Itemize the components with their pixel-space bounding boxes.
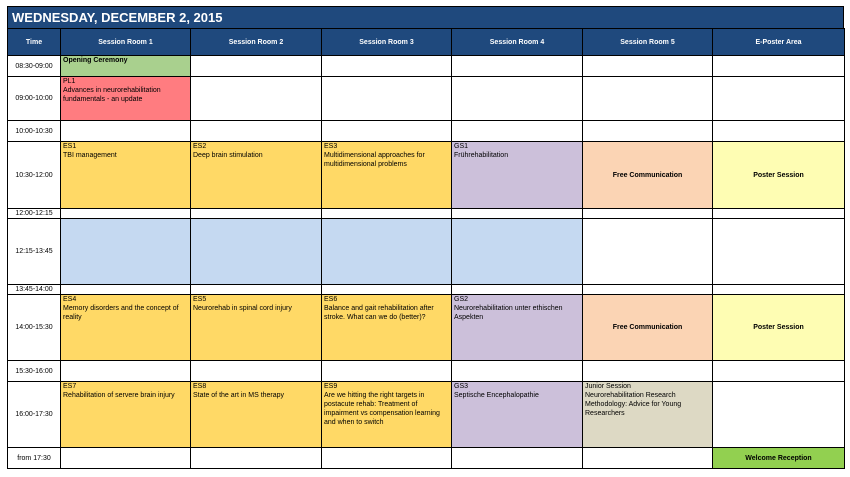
- empty-cell: [713, 56, 845, 77]
- empty-cell: [191, 285, 322, 295]
- session-title: Frührehabilitation: [454, 152, 509, 159]
- header-time: Time: [8, 29, 61, 56]
- time-cell: 10:30-12:00: [8, 142, 61, 209]
- session-code: ES6: [324, 296, 338, 303]
- empty-cell: [452, 209, 583, 219]
- session-code: ES2: [193, 143, 207, 150]
- session-code: ES3: [324, 143, 338, 150]
- time-cell: 12:00-12:15: [8, 209, 61, 219]
- lunch-cell: [191, 219, 322, 285]
- empty-cell: [583, 285, 713, 295]
- session-title: Are we hitting the right targets in postacute rehab: Treatment of impairment vs compensation learning and when to switch: [324, 392, 440, 426]
- session-title: Rehabilitation of servere brain injury: [63, 392, 175, 399]
- empty-cell: [191, 56, 322, 77]
- session-code: ES8: [193, 383, 207, 390]
- session-code: Junior Session: [585, 383, 631, 390]
- empty-cell: [583, 448, 713, 469]
- session-title: Neurorehabilitation unter ethischen Aspekten: [454, 305, 563, 321]
- session-title: Advances in neurorehabilitation fundamentals - an update: [63, 87, 161, 103]
- session-title: Septische Encephalopathie: [454, 392, 539, 399]
- empty-cell: [61, 209, 191, 219]
- time-cell: 16:00-17:30: [8, 382, 61, 448]
- session-code: ES4: [63, 296, 77, 303]
- session-es9: [322, 382, 452, 448]
- table-row: [8, 295, 845, 361]
- time-cell: 12:15-13:45: [8, 219, 61, 285]
- empty-cell: [583, 209, 713, 219]
- empty-cell: [713, 285, 845, 295]
- empty-cell: [452, 285, 583, 295]
- time-cell: 15:30-16:00: [8, 361, 61, 382]
- empty-cell: [322, 77, 452, 121]
- session-title: Balance and gait rehabilitation after stroke. What can we do (better)?: [324, 305, 434, 321]
- empty-cell: [452, 448, 583, 469]
- table-row: [8, 142, 845, 209]
- lunch-cell: [322, 219, 452, 285]
- empty-cell: [452, 361, 583, 382]
- session-es2: [191, 142, 322, 209]
- empty-cell: [713, 382, 845, 448]
- empty-cell: [713, 361, 845, 382]
- session-es3: [322, 142, 452, 209]
- lunch-cell: [61, 219, 191, 285]
- session-gs3: [452, 382, 583, 448]
- table-row: [8, 209, 845, 219]
- session-es1: [61, 142, 191, 209]
- schedule-container: [7, 6, 844, 469]
- session-code: PL1: [63, 78, 76, 85]
- time-cell: 10:00-10:30: [8, 121, 61, 142]
- empty-cell: [322, 56, 452, 77]
- session-code: ES7: [63, 383, 77, 390]
- session-junior: [583, 382, 713, 448]
- session-title: State of the art in MS therapy: [193, 392, 285, 399]
- empty-cell: [583, 121, 713, 142]
- header-row: [8, 29, 845, 56]
- empty-cell: [583, 77, 713, 121]
- empty-cell: [452, 56, 583, 77]
- empty-cell: [452, 77, 583, 121]
- header-room-1: Session Room 1: [61, 29, 191, 56]
- empty-cell: [583, 219, 713, 285]
- table-row: [8, 448, 845, 469]
- session-es6: [322, 295, 452, 361]
- welcome-reception-cell: Welcome Reception: [713, 448, 845, 469]
- empty-cell: [452, 121, 583, 142]
- time-cell: 14:00-15:30: [8, 295, 61, 361]
- empty-cell: [61, 121, 191, 142]
- session-es4: [61, 295, 191, 361]
- empty-cell: [713, 77, 845, 121]
- session-gs2: [452, 295, 583, 361]
- time-cell: 08:30-09:00: [8, 56, 61, 77]
- table-row: [8, 121, 845, 142]
- table-row: [8, 285, 845, 295]
- table-row: [8, 361, 845, 382]
- schedule-title: WEDNESDAY, DECEMBER 2, 2015: [7, 6, 844, 28]
- session-title: Memory disorders and the concept of reality: [63, 305, 179, 321]
- session-title: Neurorehab in spinal cord injury: [193, 305, 292, 312]
- opening-ceremony-cell: Opening Ceremony: [61, 56, 191, 77]
- empty-cell: [322, 448, 452, 469]
- header-room-4: Session Room 4: [452, 29, 583, 56]
- empty-cell: [191, 121, 322, 142]
- table-row: [8, 219, 845, 285]
- empty-cell: [61, 448, 191, 469]
- table-row: [8, 382, 845, 448]
- session-gs1: [452, 142, 583, 209]
- session-title: Neurorehabilitation Research Methodology: Advice for Young Researchers: [585, 392, 682, 417]
- session-code: GS2: [454, 296, 469, 303]
- empty-cell: [322, 361, 452, 382]
- empty-cell: [191, 361, 322, 382]
- empty-cell: [191, 209, 322, 219]
- empty-cell: [713, 121, 845, 142]
- lunch-cell: [452, 219, 583, 285]
- header-eposter: E-Poster Area: [713, 29, 845, 56]
- session-code: ES9: [324, 383, 338, 390]
- session-pl1: [61, 77, 191, 121]
- session-title: Deep brain stimulation: [193, 152, 263, 159]
- session-es7: [61, 382, 191, 448]
- session-code: GS1: [454, 143, 469, 150]
- table-row: [8, 77, 845, 121]
- session-title: TBI management: [63, 152, 117, 159]
- empty-cell: [713, 209, 845, 219]
- empty-cell: [191, 77, 322, 121]
- empty-cell: [322, 121, 452, 142]
- header-room-5: Session Room 5: [583, 29, 713, 56]
- time-cell: from 17:30: [8, 448, 61, 469]
- empty-cell: [322, 209, 452, 219]
- empty-cell: [61, 361, 191, 382]
- session-es8: [191, 382, 322, 448]
- free-communication-cell: Free Communication: [583, 295, 713, 361]
- free-communication-cell: Free Communication: [583, 142, 713, 209]
- session-code: ES1: [63, 143, 77, 150]
- empty-cell: [583, 56, 713, 77]
- session-code: GS3: [454, 383, 469, 390]
- empty-cell: [322, 285, 452, 295]
- empty-cell: [713, 219, 845, 285]
- session-es5: [191, 295, 322, 361]
- empty-cell: [191, 448, 322, 469]
- header-room-2: Session Room 2: [191, 29, 322, 56]
- header-room-3: Session Room 3: [322, 29, 452, 56]
- session-title: Multidimensional approaches for multidimensional problems: [324, 152, 425, 168]
- time-cell: 13:45-14:00: [8, 285, 61, 295]
- table-row: [8, 56, 845, 77]
- schedule-table: [7, 28, 845, 469]
- session-code: ES5: [193, 296, 207, 303]
- empty-cell: [61, 285, 191, 295]
- empty-cell: [583, 361, 713, 382]
- poster-session-cell: Poster Session: [713, 295, 845, 361]
- poster-session-cell: Poster Session: [713, 142, 845, 209]
- time-cell: 09:00-10:00: [8, 77, 61, 121]
